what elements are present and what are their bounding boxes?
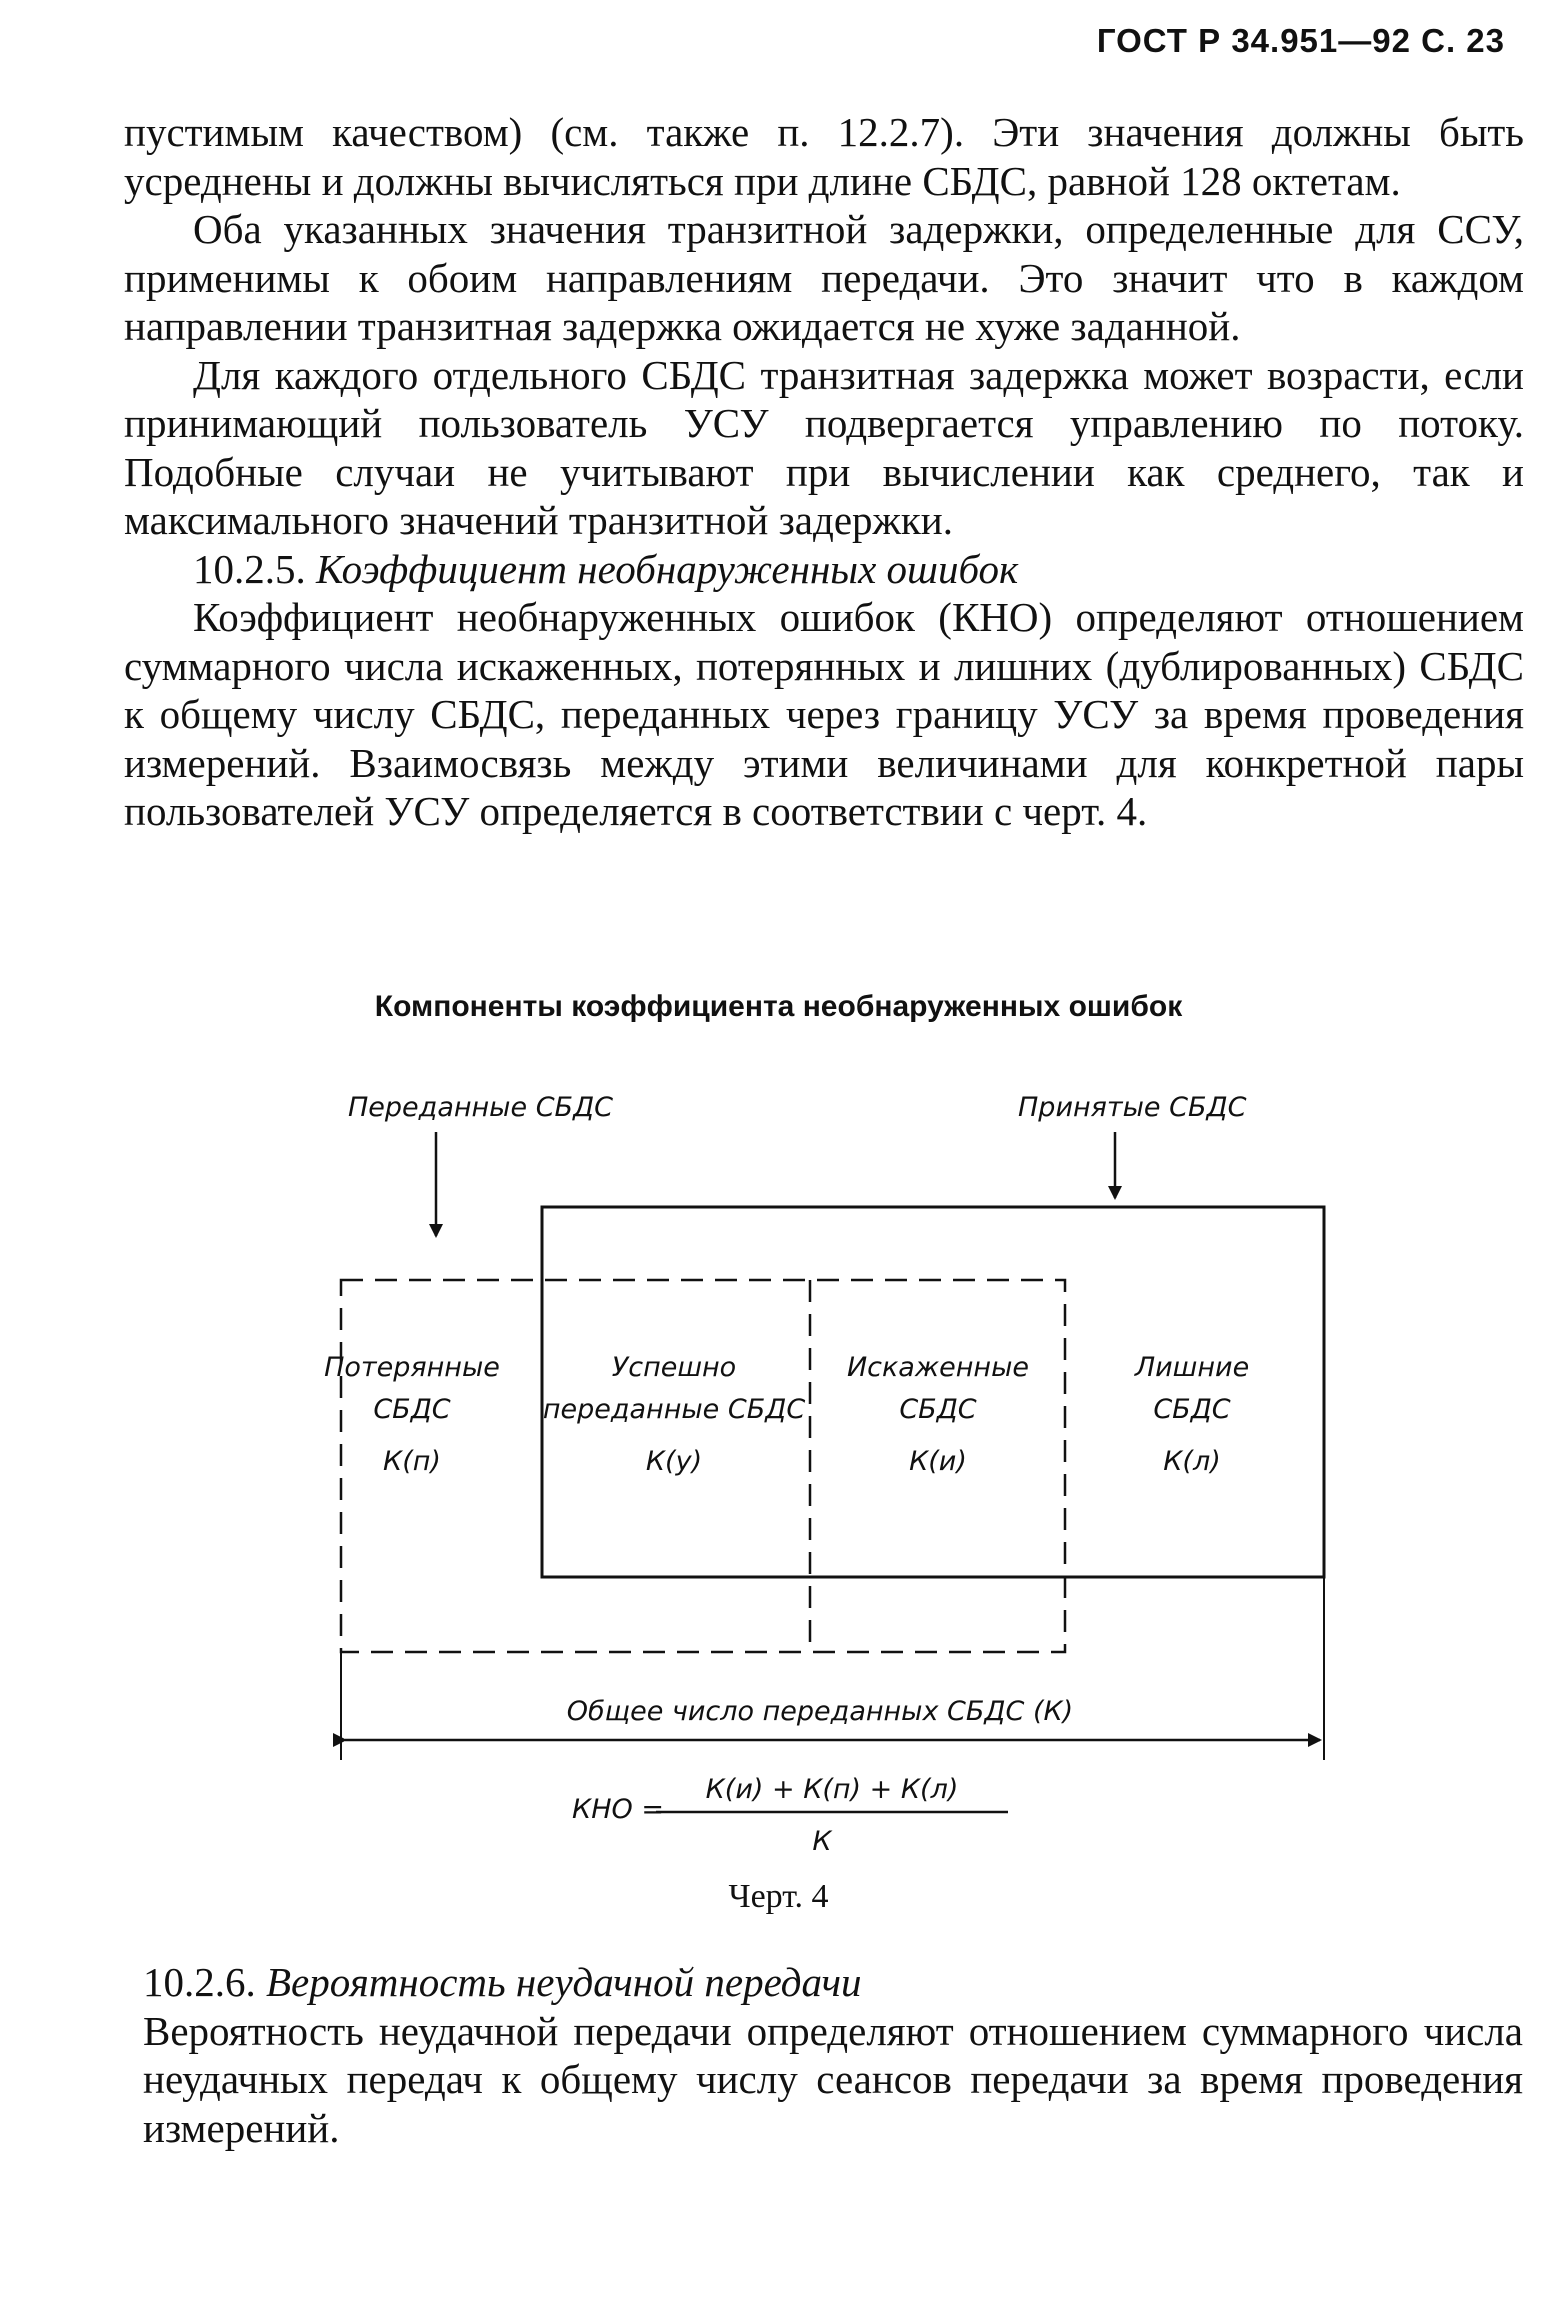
extra-label-1: Лишние: [1134, 1352, 1250, 1383]
success-label-1: Успешно: [611, 1352, 737, 1383]
label-transmitted: Переданные СБДС: [348, 1092, 614, 1123]
distorted-label-1: Искаженные: [846, 1352, 1030, 1383]
section-title: Коэффициент необнаруженных ошибок: [316, 545, 1019, 592]
section-number: 10.2.6.: [143, 1959, 256, 2005]
distorted-label-3: К(и): [909, 1446, 967, 1477]
section-heading-1026: [143, 1958, 1523, 2007]
received-box: [542, 1207, 1324, 1577]
total-label: Общее число переданных СБДС (К): [566, 1696, 1074, 1727]
success-label-2: переданные СБДС: [542, 1394, 806, 1425]
lost-label-1: Потерянные: [324, 1352, 500, 1383]
paragraph-transit-delay: Оба указанных значения транзитной задержки, определенные для ССУ, применимы к обоим направлениям передачи. Это значит что в каждом направлении транзитная задержка ожидается не хуже заданной.: [124, 206, 1524, 349]
figure-caption: Черт. 4: [728, 1878, 829, 1915]
label-received: Принятые СБДС: [1018, 1092, 1247, 1123]
success-label-3: К(у): [645, 1446, 703, 1477]
paragraph-continued: пустимым качеством) (см. также п. 12.2.7). Эти значения должны быть усреднены и должны вычисляться при длине СБДС, равной 128 октетам.: [124, 109, 1524, 204]
extra-label-2: СБДС: [1153, 1394, 1231, 1425]
section-title: Вероятность неудачной передачи: [266, 1959, 862, 2005]
lost-label-3: К(п): [383, 1446, 441, 1477]
formula-denominator: К: [812, 1826, 832, 1857]
lost-label-2: СБДС: [373, 1394, 451, 1425]
extra-label-3: К(л): [1163, 1446, 1221, 1477]
text-block-bottom: [143, 1958, 1523, 2152]
formula-numerator: К(и) + К(п) + К(л): [705, 1774, 959, 1805]
paragraph-undetected-errors: Коэффициент необнаруженных ошибок (КНО) определяют отношением суммарного числа искаженных, потерянных и лишних (дублированных) СБДС к общему числу СБДС, переданных через границу УСУ за время проведения измерений. Взаимосвязь между этими величинами для конкретной пары пользователей УСУ определяется в соответствии с черт. 4.: [124, 594, 1524, 834]
page-header: ГОСТ Р 34.951—92 С. 23: [1096, 22, 1505, 59]
section-number: 10.2.5.: [193, 545, 306, 592]
distorted-label-2: СБДС: [899, 1394, 977, 1425]
paragraph-flow-control: Для каждого отдельного СБДС транзитная задержка может возрасти, если принимающий пользователь УСУ подвергается управлению по потоку. Подобные случаи не учитывают при вычислении как среднего, так и максимального значений транзитной задержки.: [124, 351, 1524, 543]
formula-lhs: КНО =: [572, 1794, 664, 1825]
paragraph-failed-transfer: Вероятность неудачной передачи определяют отношением суммарного числа неудачных передач к общему числу сеансов передачи за время проведения измерений.: [143, 2007, 1523, 2151]
figure-title: Компоненты коэффициента необнаруженных ошибок: [374, 990, 1183, 1023]
